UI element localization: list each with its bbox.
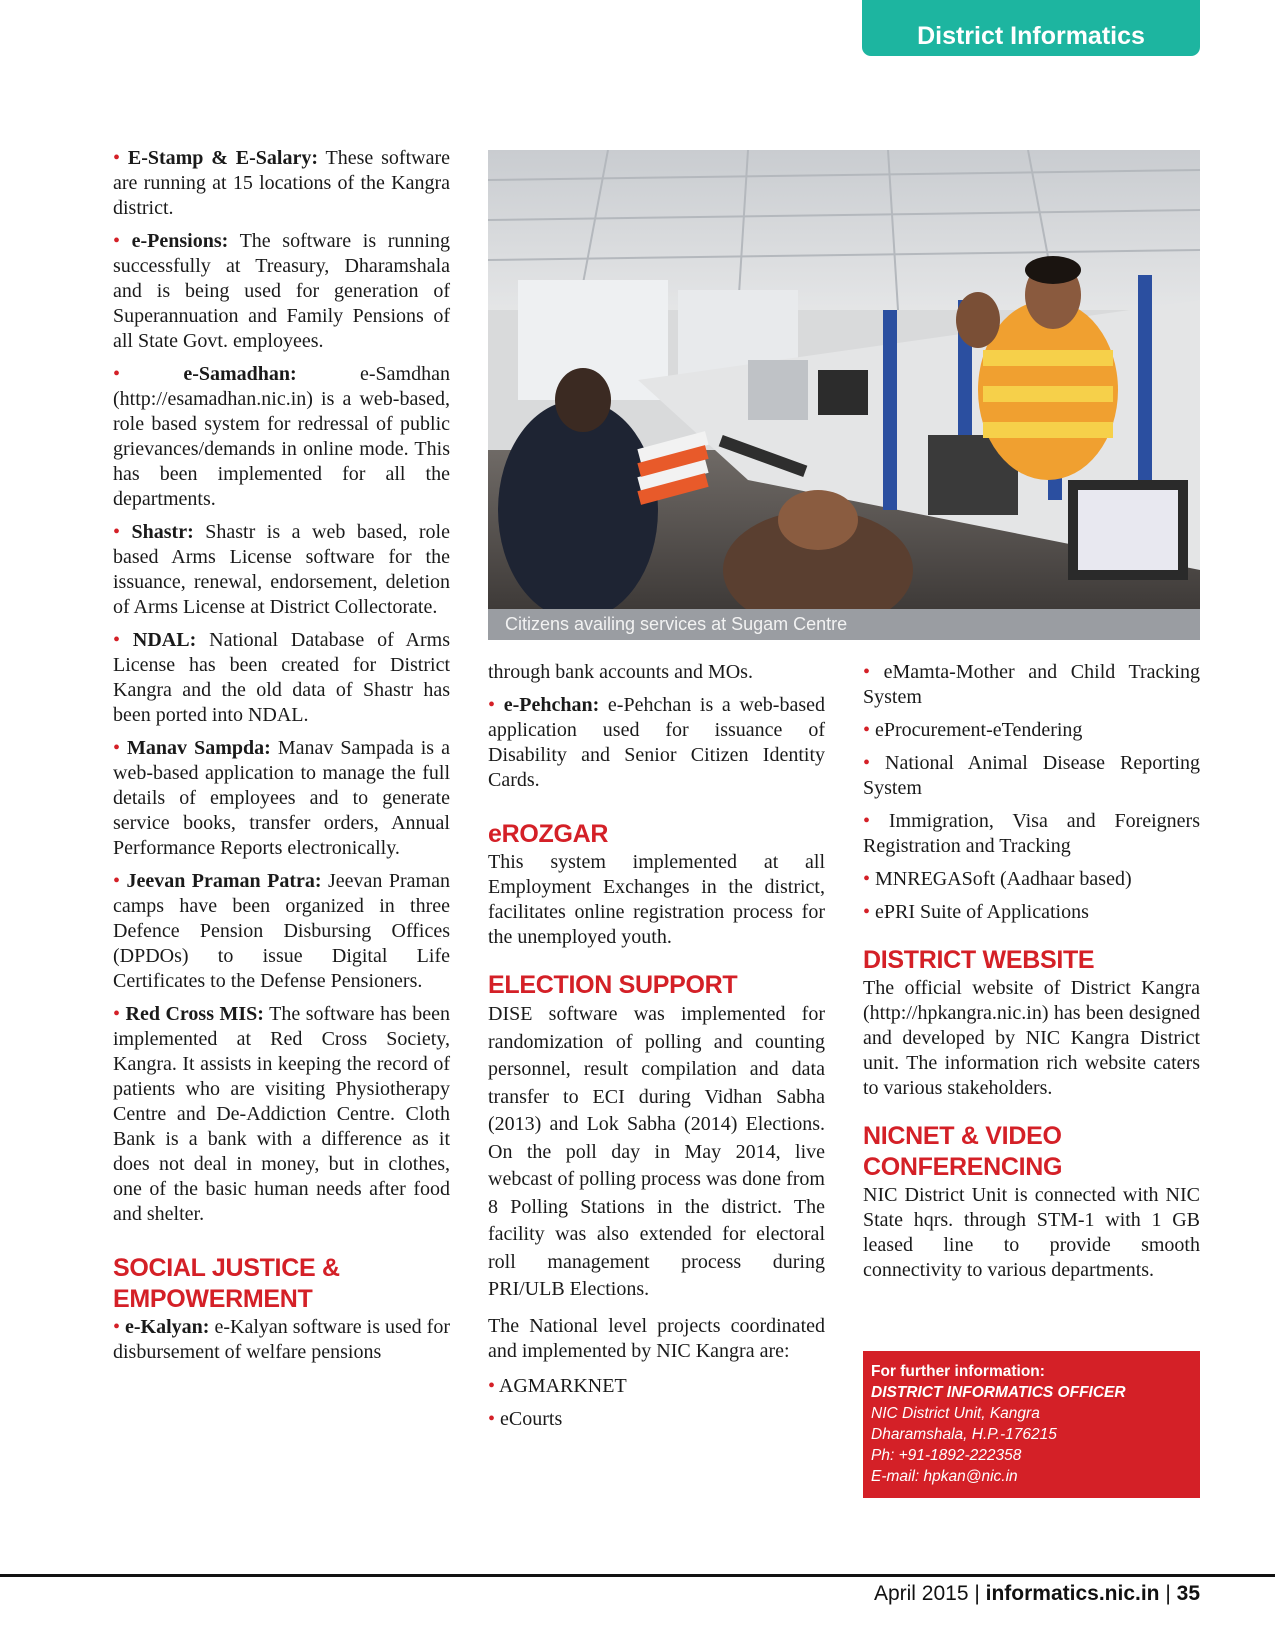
project-name: Immigration, Visa and Foreigners Registration and Tracking [863,810,1200,857]
bullet-icon: • [113,230,132,252]
item-text: Jeevan Praman camps have been organized in three Defence Pension Disbursing Offices (DPDOs) to issue Digital Life Certificates to the Defense Pensioners. [113,870,450,992]
nicnet-text: NIC District Unit is connected with NIC State hqrs. through STM-1 with 1 GB leased line to provide smooth connectivity to various departments. [863,1184,1200,1281]
item-text: The software is running successfully at Treasury, Dharamshala and is being used for generation of Superannuation and Family Pensions of all State Govt. employees. [113,230,450,352]
footer-divider [0,1574,1275,1577]
list-item [113,628,450,728]
column-right [863,660,1200,1293]
page-number: 35 [1176,1582,1200,1605]
bullet-icon: • [488,1374,499,1397]
item-term: Manav Sampda: [127,737,271,759]
list-item [488,1374,825,1399]
item-text: Shastr is a web based, role based Arms License software for the issuance, renewal, endorsement, deletion of Arms License at District Collectorate. [113,521,450,618]
list-item [113,229,450,354]
item-text: These software are running at 15 locations of the Kangra district. [113,147,450,219]
bullet-icon: • [113,870,127,892]
bullet-icon: • [488,694,504,716]
photo-illustration [488,150,1200,610]
bullet-icon: • [863,752,886,774]
continuation-text: through bank accounts and MOs. [488,661,753,683]
list-item [488,1407,825,1432]
item-term: Red Cross MIS: [125,1003,264,1025]
section-title: District Informatics [917,22,1145,50]
bullet-icon: • [113,1003,126,1025]
item-text: e-Kalyan software is used for disbursement of welfare pensions [113,1316,450,1363]
project-name: eCourts [500,1407,563,1430]
item-term: NDAL: [132,629,197,651]
project-name: MNREGASoft (Aadhaar based) [875,868,1132,890]
list-item [863,900,1200,925]
footer-separator: | [1159,1582,1177,1605]
bullet-icon: • [113,521,132,543]
list-item [863,809,1200,859]
list-item [113,520,450,620]
bullet-icon: • [113,363,184,385]
heading-erozgar: eROZGAR [488,820,609,848]
item-text: The software has been implemented at Red Cross Society, Kangra. It assists in keeping the record of patients who are visiting Physiotherapy Centre and De-Addiction Centre. Cloth Bank is a bank with a difference as it does not deal in money, but in clothes, one of the basic human needs after food and shelter. [113,1003,450,1225]
item-text: e-Pehchan is a web-based application used for issuance of Disability and Senior Citizen Identity Cards. [488,694,825,791]
column-left [113,146,450,1373]
list-item [113,869,450,994]
bullet-icon: • [113,1316,126,1338]
bullet-icon: • [863,810,889,832]
photo-sugam-centre [488,150,1200,640]
item-term: E-Stamp & E-Salary: [127,147,319,169]
footer-date: April 2015 [873,1582,969,1605]
item-text: National Database of Arms License has been created for District Kangra and the old data of Shastr has been ported into NDAL. [113,629,450,726]
list-item [863,867,1200,892]
list-item [488,693,825,793]
bullet-icon: • [863,901,876,923]
erozgar-text: This system implemented at all Employment Exchanges in the district, facilitates online registration process for the unemployed youth. [488,851,825,948]
project-name: National Animal Disease Reporting System [863,752,1200,799]
footer-site: informatics.nic.in [985,1582,1160,1605]
list-item [863,660,1200,710]
page-footer [874,1582,1200,1606]
item-term: e-Kalyan: [125,1316,210,1338]
photo-caption: Citizens availing services at Sugam Centre [488,609,1200,640]
website-text: The official website of District Kangra (http://hpkangra.nic.in) has been designed and developed by NIC Kangra District unit. The information rich website caters to various stakeholders. [863,977,1200,1099]
list-item [113,1002,450,1227]
item-text: Manav Sampada is a web-based application to manage the full details of employees and to generate service books, transfer orders, Annual Performance Reports electronically. [113,737,450,859]
list-item [113,146,450,221]
info-line: Ph: +91-1892-222358 [871,1447,1022,1464]
bullet-icon: • [488,1407,501,1430]
item-term: Shastr: [131,521,194,543]
list-item [113,1315,450,1365]
item-term: e-Pensions: [131,230,229,252]
project-name: eMamta-Mother and Child Tracking System [863,661,1200,708]
heading-district-website: DISTRICT WEBSITE [863,946,1095,974]
contact-info-box [863,1351,1200,1498]
section-tab [862,0,1200,56]
item-term: e-Pehchan: [503,694,600,716]
info-title: For further information: [871,1363,1045,1380]
election-text: DISE software was implemented for randomization of polling and counting personnel, result compilation and data transfer to ECI during Vidhan Sabha (2013) and Lok Sabha (2014) Elections. On the poll day in May 2014, live webcast of polling process was done from 8 Polling Stations in the district. The facility was also extended for electoral roll management process during PRI/ULB Elections. [488,1003,825,1300]
item-term: e-Samadhan: [183,363,297,385]
heading-social-justice: SOCIAL JUSTICE & EMPOWERMENT [113,1254,340,1313]
bullet-icon: • [113,737,128,759]
heading-election-support: ELECTION SUPPORT [488,971,738,999]
info-officer: DISTRICT INFORMATICS OFFICER [871,1384,1126,1401]
list-item [863,718,1200,743]
column-middle [488,660,825,1440]
heading-nicnet: NICNET & VIDEO CONFERENCING [863,1122,1063,1181]
info-line: Dharamshala, H.P.-176215 [871,1426,1057,1443]
bullet-icon: • [863,719,876,741]
item-term: Jeevan Praman Patra: [126,870,322,892]
national-projects-intro: The National level projects coordinated and implemented by NIC Kangra are: [488,1314,825,1362]
bullet-icon: • [113,147,128,169]
list-item [863,751,1200,801]
item-text: e-Samdhan (http://esamadhan.nic.in) is a web-based, role based system for redressal of public grievances/demands in online mode. This has been implemented for all the departments. [113,363,450,510]
info-email: E-mail: hpkan@nic.in [871,1468,1018,1485]
bullet-icon: • [113,629,133,651]
list-item [113,362,450,512]
project-name: eProcurement-eTendering [875,719,1083,741]
footer-separator: | [968,1582,986,1605]
bullet-icon: • [863,661,884,683]
project-name: ePRI Suite of Applications [875,901,1089,923]
info-line: NIC District Unit, Kangra [871,1405,1040,1422]
list-item [113,736,450,861]
project-name: AGMARKNET [498,1374,627,1397]
bullet-icon: • [863,868,876,890]
